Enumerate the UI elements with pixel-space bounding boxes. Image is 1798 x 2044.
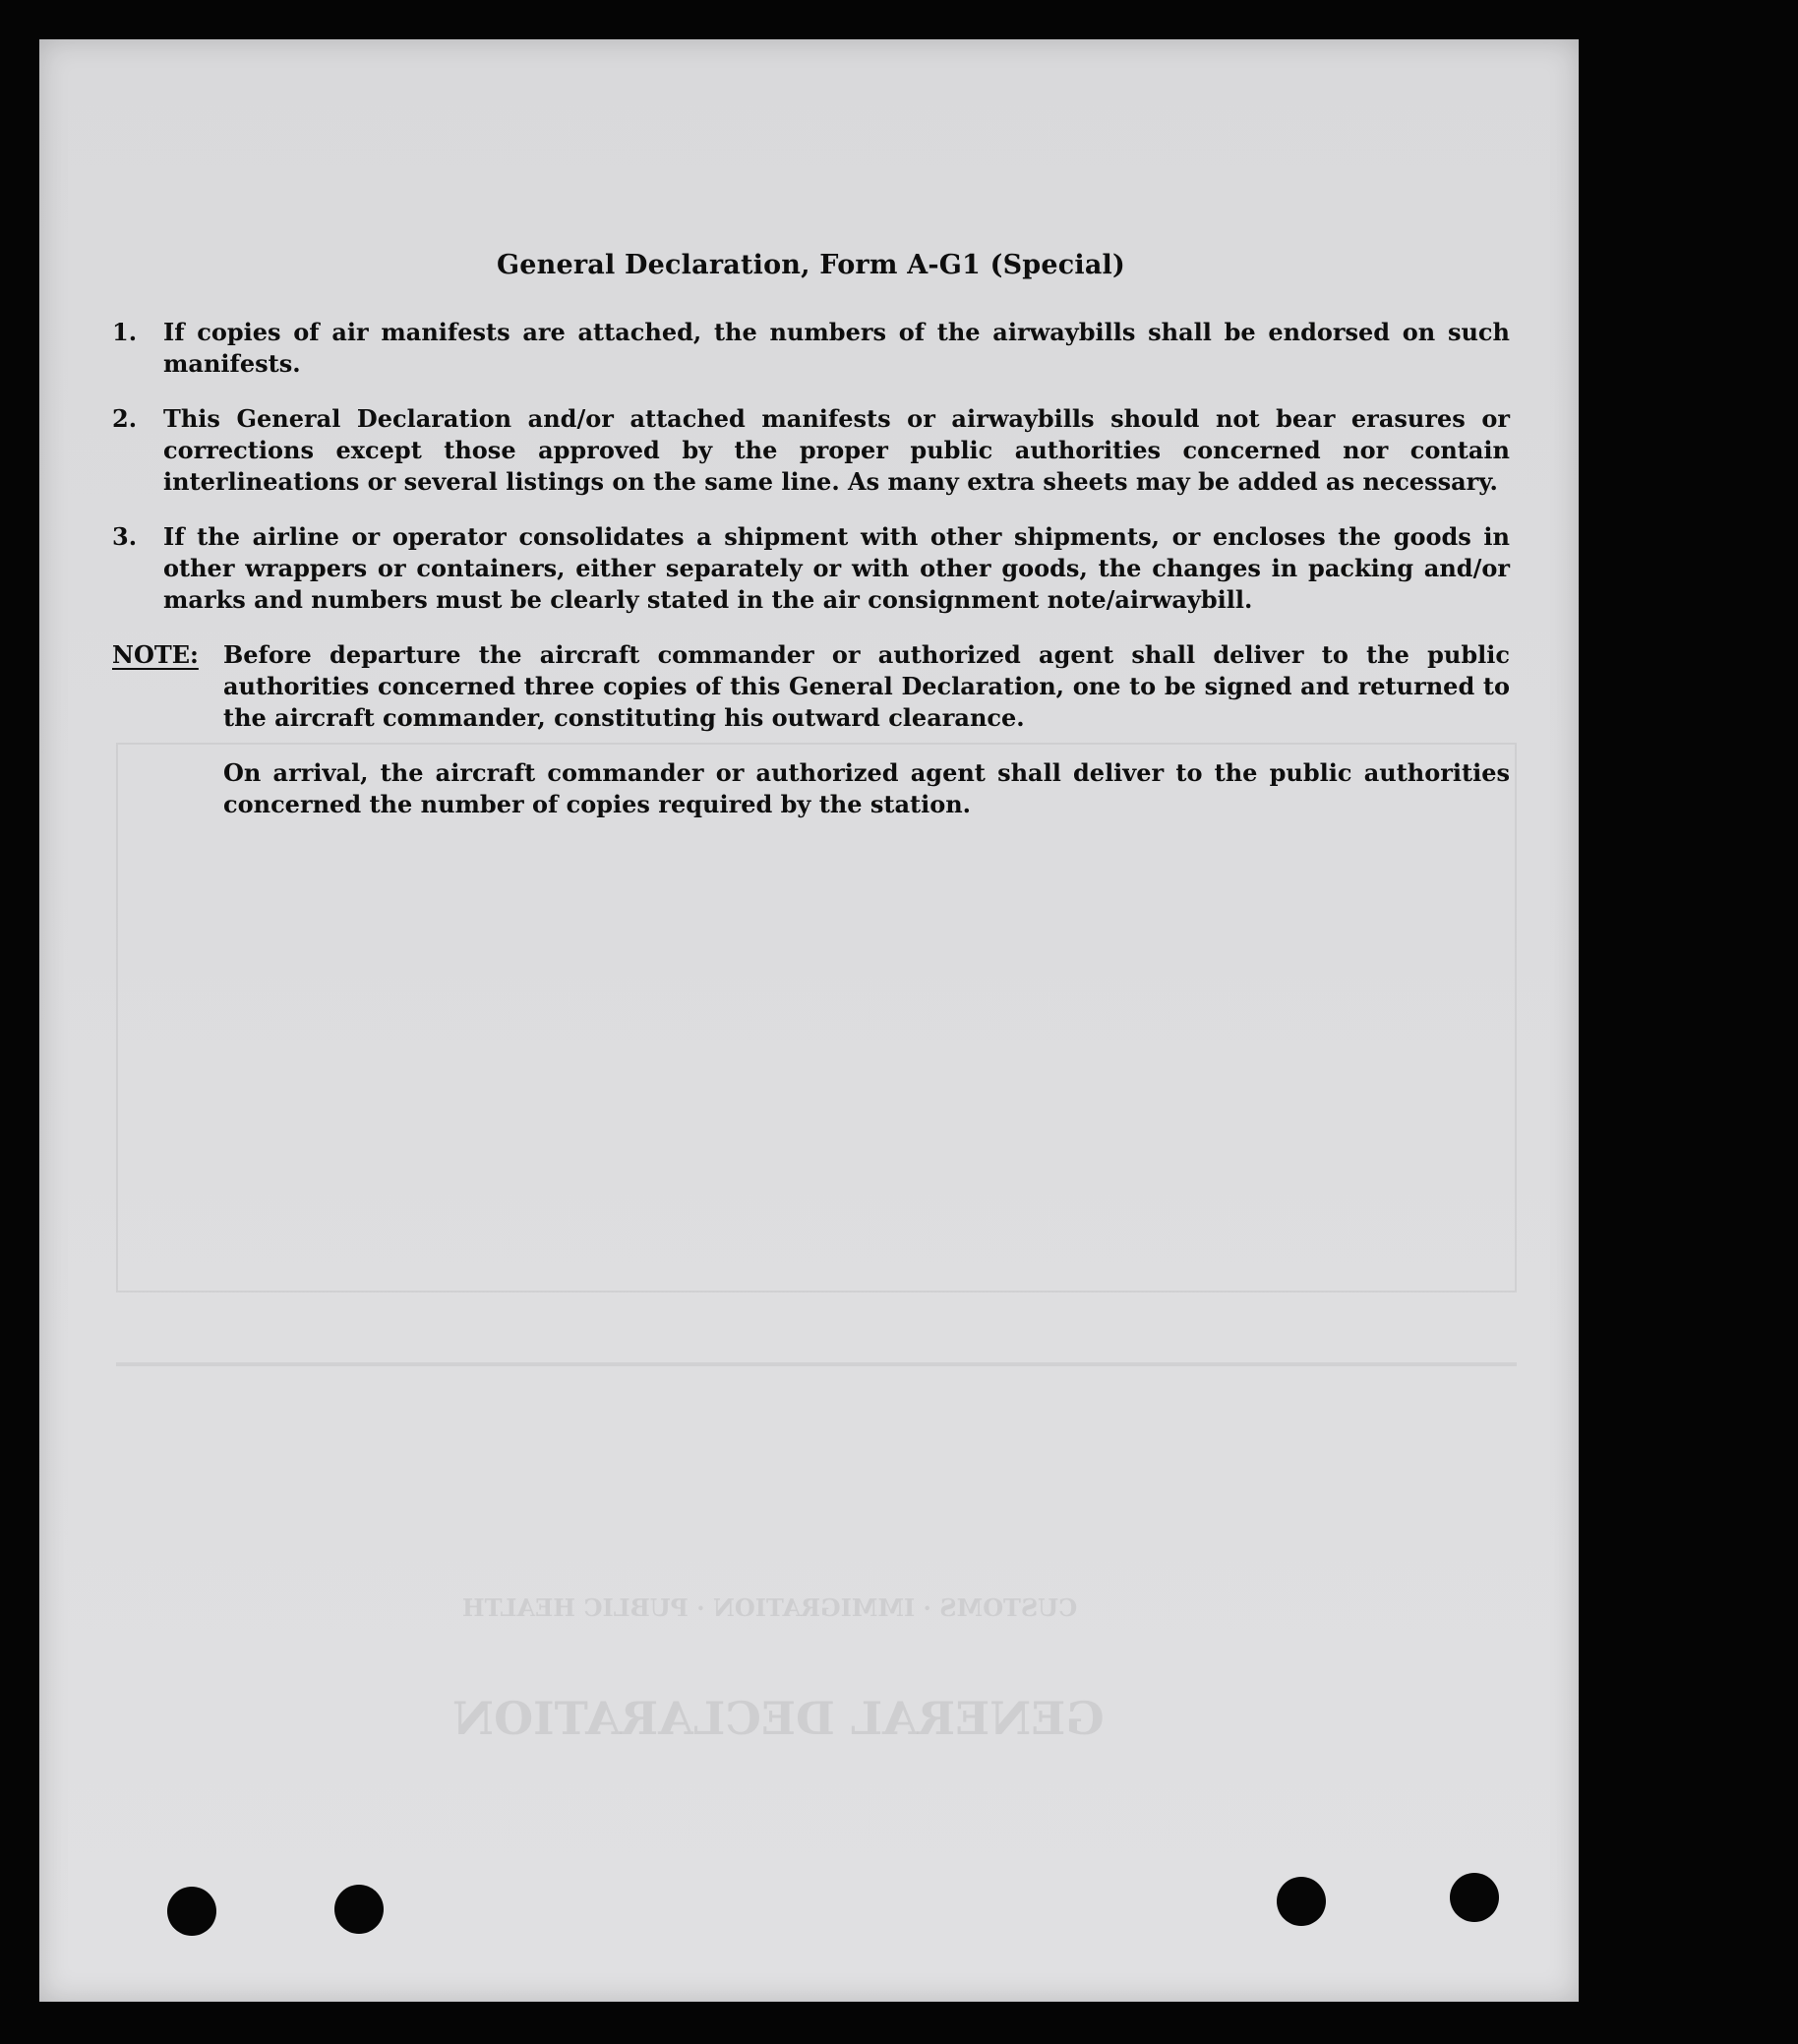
document-sheet bbox=[39, 39, 1579, 2002]
declaration-content bbox=[112, 207, 1510, 844]
item-number: 3. bbox=[112, 522, 138, 551]
note-label: NOTE: bbox=[112, 640, 199, 669]
instruction-item-2 bbox=[112, 403, 1510, 498]
item-number: 2. bbox=[112, 404, 138, 433]
note-section bbox=[112, 639, 1510, 844]
instruction-item-1 bbox=[112, 317, 1510, 380]
item-text: This General Declaration and/or attached manifests or airwaybills should not bear erasures or corrections except those approved by the proper public authorities concerned nor contain interlineations or several listings on the same line. As many extra sheets may be added as necessary. bbox=[163, 404, 1510, 496]
note-paragraph-arrival: On arrival, the aircraft commander or authorized agent shall deliver to the public authorities concerned the number of copies required by the station. bbox=[223, 758, 1510, 818]
item-text: If the airline or operator consolidates a shipment with other shipments, or encloses the goods in other wrappers or containers, either separately or with other goods, the changes in packing and/or marks and numbers must be clearly stated in the air consignment note/airwaybill. bbox=[163, 522, 1510, 614]
punch-hole-left-2 bbox=[334, 1885, 384, 1934]
punch-hole-right-2 bbox=[1450, 1873, 1499, 1922]
item-text: If copies of air manifests are attached, the numbers of the airwaybills shall be endorsed on such manifests. bbox=[163, 318, 1510, 378]
note-body bbox=[223, 639, 1510, 844]
punch-hole-right-1 bbox=[1277, 1877, 1326, 1926]
item-number: 1. bbox=[112, 318, 138, 346]
bleed-through-heading: GENERAL DECLARATION bbox=[452, 1692, 1105, 1745]
bleed-through-divider bbox=[116, 1362, 1517, 1366]
page-title: General Declaration, Form A-G1 (Special) bbox=[497, 250, 1125, 280]
instruction-item-3 bbox=[112, 521, 1510, 616]
bleed-through-subheading: CUSTOMS · IMMIGRATION · PUBLIC HEALTH bbox=[462, 1593, 1078, 1622]
punch-hole-left-1 bbox=[167, 1887, 216, 1936]
note-paragraph-departure: Before departure the aircraft commander or authorized agent shall deliver to the public authorities concerned three copies of this General Declaration, one to be signed and returned to the aircraft commander, constituting his outward clearance. bbox=[223, 640, 1510, 732]
